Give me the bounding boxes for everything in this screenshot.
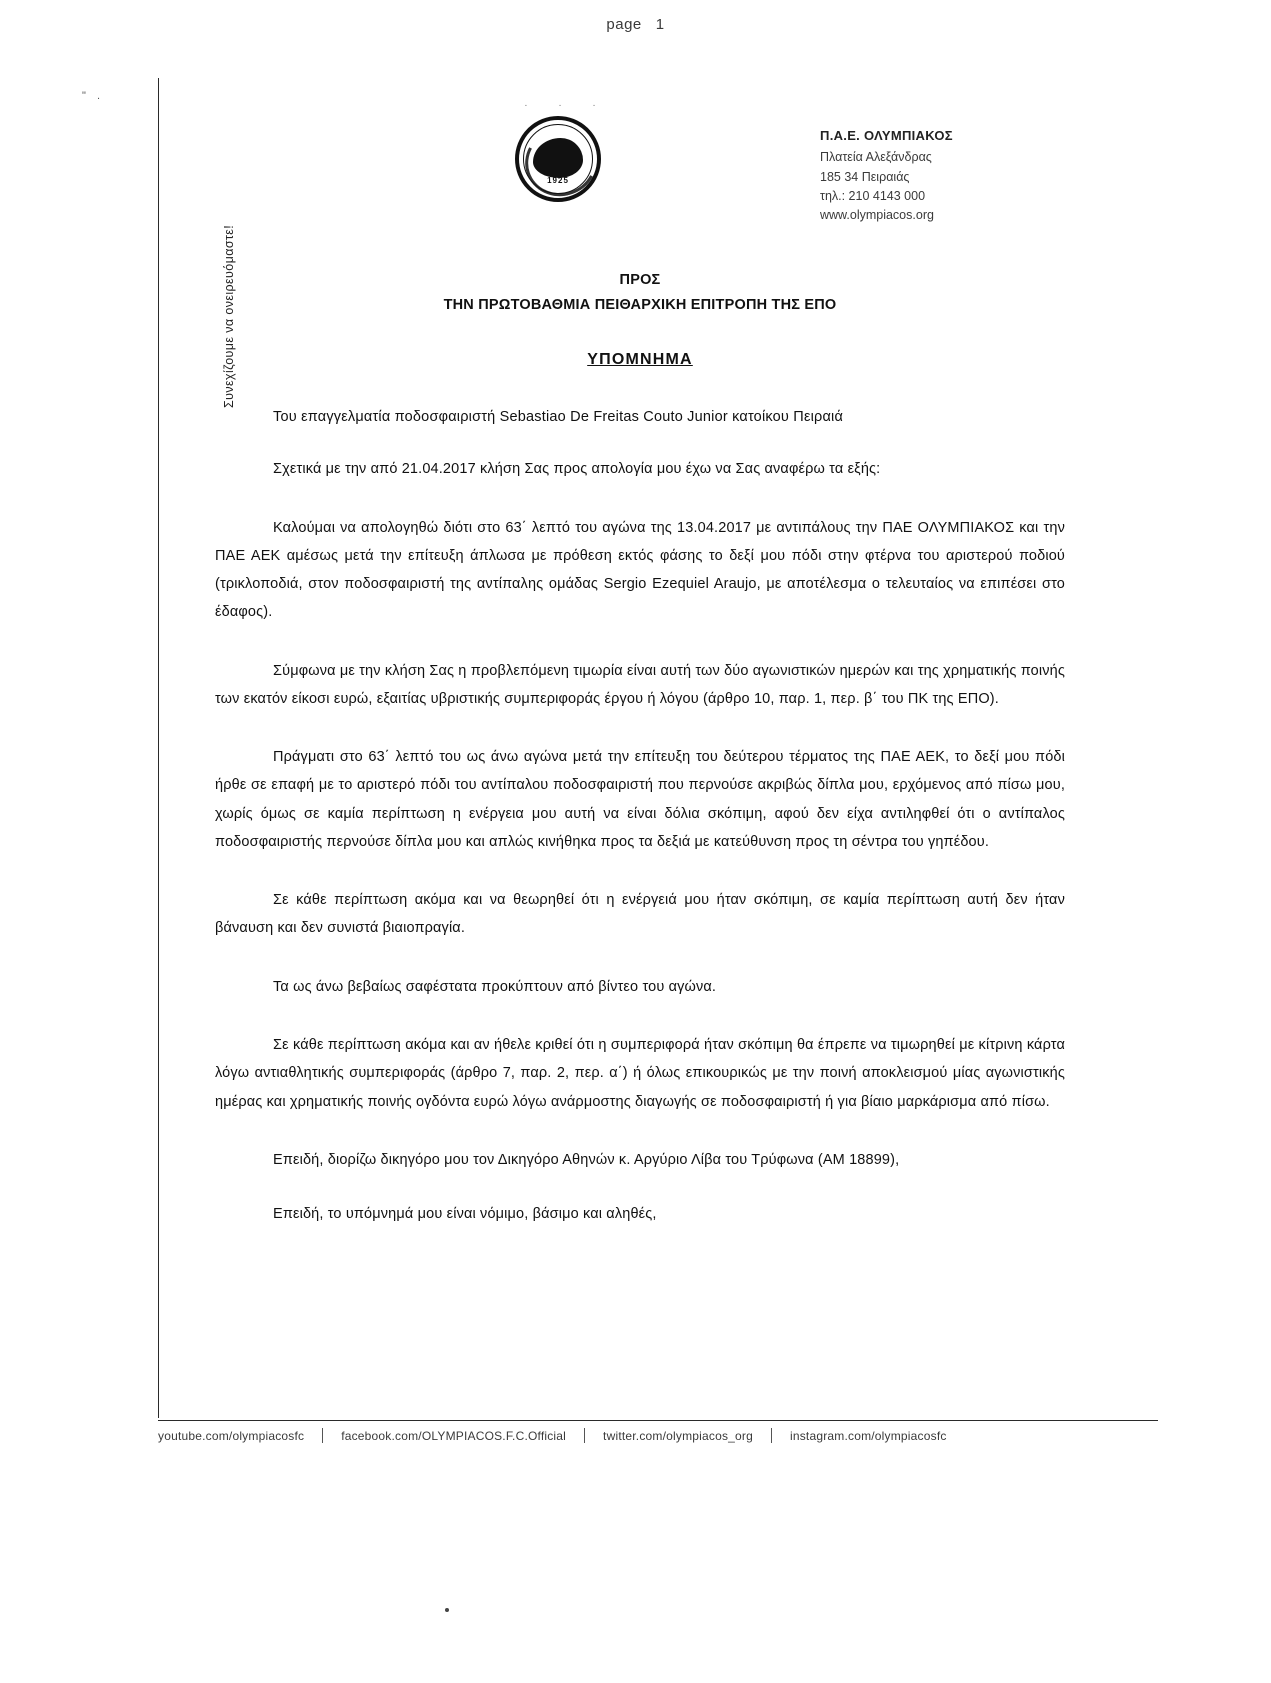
document-subject: Του επαγγελματία ποδοσφαιριστή Sebastiao De Freitas Couto Junior κατοίκου Πειραιά bbox=[273, 409, 844, 426]
paragraph: Επειδή, το υπόμνημά μου είναι νόμιμο, βάσιμο και αληθές, bbox=[273, 1206, 657, 1223]
page-number: 1 bbox=[655, 16, 665, 33]
scan-speck bbox=[445, 1608, 449, 1612]
paragraph: Σε κάθε περίπτωση ακόμα και να θεωρηθεί ότι η ενέργειά μου ήταν σκόπιμη, σε καμία περίπτωση αυτή δεν ήταν βάναυση και δεν συνιστά βιαιοπραγία. bbox=[215, 892, 1065, 937]
sidebar-slogan: Συνεχίζουμε να ονειρευόμαστε! bbox=[222, 224, 236, 408]
page-label-text: page bbox=[606, 16, 642, 33]
olympiacos-crest-icon bbox=[515, 116, 605, 206]
document-title: ΥΠΟΜΝΗΜΑ bbox=[587, 351, 693, 369]
paragraph: Επειδή, διορίζω δικηγόρο μου τον Δικηγόρο Αθηνών κ. Αργύριο Λίβα του Τρύφωνα (ΑΜ 18899), bbox=[273, 1151, 900, 1168]
crest-year: 1925 bbox=[547, 176, 569, 185]
letterhead-address-line2: 185 34 Πειραιάς bbox=[820, 169, 910, 184]
addressee-block bbox=[215, 268, 1065, 317]
paragraph: Πράγματι στο 63΄ λεπτό του ως άνω αγώνα μετά την επίτευξη του δεύτερου τέρματος της ΠΑΕ ΑΕΚ, το δεξί μου πόδι ήρθε σε επαφή με το αριστερό πόδι του αντίπαλου ποδοσφαιριστή που περνούσε ακριβώς δίπλα μου, ερχόμενος από πίσω μου, χωρίς όμως σε καμία περίπτωση η ενέργεια μου αυτή να είναι δόλια σκόπιμη, αφού δεν είχα αντιληφθεί ότι ο αντίπαλος ποδοσφαιριστής περνούσε δίπλα μου και απλώς κινήθηκα προς τα δεξιά με κατεύθυνση προς τη σέντρα του γηπέδου. bbox=[215, 749, 1065, 850]
letterhead-address-line1: Πλατεία Αλεξάνδρας bbox=[820, 150, 932, 165]
footer-link-twitter[interactable]: twitter.com/olympiacos_org bbox=[603, 1428, 753, 1443]
footer-link-youtube[interactable]: youtube.com/olympiacosfc bbox=[158, 1428, 305, 1443]
page-label bbox=[0, 16, 1271, 33]
footer-link-instagram[interactable]: instagram.com/olympiacosfc bbox=[789, 1428, 947, 1443]
addressee-line-2: ΤΗΝ ΠΡΩΤΟΒΑΘΜΙΑ ΠΕΙΘΑΡΧΙΚΗ ΕΠΙΤΡΟΠΗ ΤΗΣ ΕΠΟ bbox=[443, 296, 837, 313]
footer-divider bbox=[158, 1420, 1158, 1421]
letterhead-organization: Π.Α.Ε. ΟΛΥΜΠΙΑΚΟΣ bbox=[820, 128, 953, 143]
scanned-document-page bbox=[60, 48, 1210, 1608]
paragraph: Σε κάθε περίπτωση ακόμα και αν ήθελε κριθεί ότι η συμπεριφορά ήταν σκόπιμη θα έπρεπε να τιμωρηθεί με κίτρινη κάρτα λόγω αντιαθλητικής συμπεριφοράς (άρθρο 7, παρ. 2, περ. α΄) ή όλως επικουρικώς με την ποινή αποκλεισμού μίας αγωνιστικής ημέρας και χρηματικής ποινής ογδόντα ευρώ λόγω ανάρμοστης διαγωγής σε ποδοσφαιριστή ή για βίαιο μαρκάρισμα από πίσω. bbox=[215, 1037, 1065, 1110]
letterhead-website: www.olympiacos.org bbox=[820, 208, 934, 223]
paragraph: Τα ως άνω βεβαίως σαφέστατα προκύπτουν από βίντεο του αγώνα. bbox=[273, 978, 717, 995]
scan-artifact-marks: " . bbox=[82, 90, 105, 102]
letterhead-block bbox=[820, 126, 1160, 226]
addressee-line-1: ΠΡΟΣ bbox=[619, 272, 661, 288]
document-body bbox=[215, 268, 1065, 1228]
paragraph: Σχετικά με την από 21.04.2017 κλήση Σας προς απολογία μου έχω να Σας αναφέρω τα εξής: bbox=[273, 461, 881, 478]
crest-laurelled-youth-silhouette bbox=[533, 138, 583, 178]
footer-link-facebook[interactable]: facebook.com/OLYMPIACOS.F.C.Official bbox=[341, 1428, 567, 1443]
footer-social-links bbox=[158, 1428, 1168, 1443]
sidebar-vertical-rule bbox=[158, 78, 159, 1418]
paragraph: Σύμφωνα με την κλήση Σας η προβλεπόμενη τιμωρία είναι αυτή των δύο αγωνιστικών ημερών και της χρηματικής ποινής των εκατόν είκοσι ευρώ, εξαιτίας υβριστικής συμπεριφοράς έργου ή λόγου (άρθρο 10, παρ. 1, περ. β΄ του ΠΚ της ΕΠΟ). bbox=[215, 662, 1065, 707]
crest-scan-specks: · · · bbox=[524, 100, 610, 111]
letterhead-phone: τηλ.: 210 4143 000 bbox=[820, 188, 926, 203]
paragraph: Καλούμαι να απολογηθώ διότι στο 63΄ λεπτό του αγώνα της 13.04.2017 με αντιπάλους την ΠΑΕ ΟΛΥΜΠΙΑΚΟΣ και την ΠΑΕ ΑΕΚ αμέσως μετά την επίτευξη άπλωσα με πρόθεση εκτός φάσης το δεξί μου πόδι στην φτέρνα του αριστερού ποδιού (τρικλοποδιά, στον ποδοσφαιριστή της αντίπαλης ομάδας Sergio Ezequiel Araujo, με αποτέλεσμα ο τελευταίος να επιπέσει στο έδαφος). bbox=[215, 519, 1065, 621]
